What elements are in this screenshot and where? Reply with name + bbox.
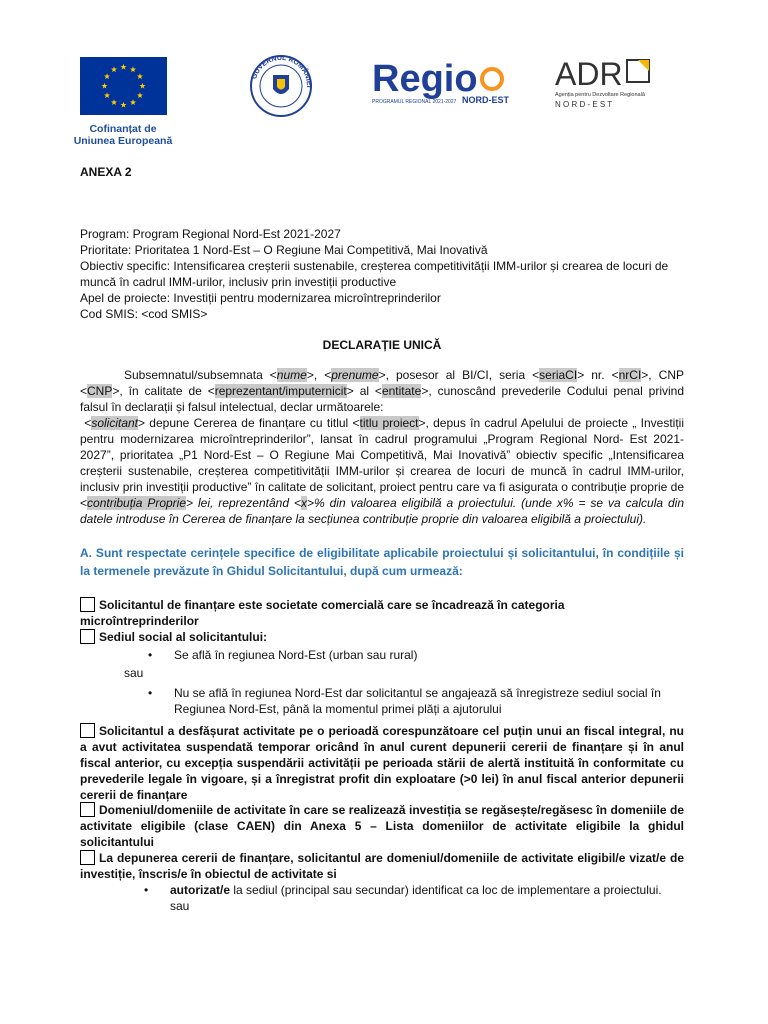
call-line: Apel de proiecte: Investiții pentru modernizarea microîntreprinderilor xyxy=(80,291,441,305)
checkbox[interactable] xyxy=(80,723,95,738)
objective-line-cont: muncă în cadrul IMM-urilor, inclusiv prin investiții productive xyxy=(80,275,397,289)
field-entitate[interactable]: entitate xyxy=(381,384,422,398)
adr-logo xyxy=(555,55,665,110)
or-label: sau xyxy=(170,899,190,913)
svg-text:GUVERNUL ROMÂNIEI: GUVERNUL ROMÂNIEI xyxy=(250,55,312,88)
svg-text:N O R D - E S T: N O R D - E S T xyxy=(555,100,613,109)
field-nume[interactable]: nume xyxy=(276,368,307,382)
svg-text:NORD-EST: NORD-EST xyxy=(462,95,509,105)
list-item: • Se află în regiunea Nord-Est (urban sau rural) xyxy=(148,647,684,663)
list-item: • Nu se află în regiunea Nord-Est dar solicitantul se angajează să înregistreze sediul social în Regiunea Nord-Est, până la momentul primei plăți a ajutorului xyxy=(148,685,684,717)
application-paragraph: <solicitant> depune Cererea de finanțare cu titlul <titlu proiect>, depus în cadrul Apelului de proiecte „ Investiții pentru modernizarea microîntreprinderilor”, lansat în cadrul programului „Program Regional Nord- Est 2021-2027”, prioritatea „P1 Nord-Est – O Regiune Mai Competitivă, Mai Inovativă” obiectiv specific „Intensificarea creșterii sustenabile, creșterea competitivității IMM-urilor și crearea de locuri de muncă în cadrul IMM-urilor, inclusiv prin investiții productive” în calitate de solicitant, proiect pentru care va fi asigurata o contribuție proprie de <contribuția Proprie> lei, reprezentând <x>% din valoarea eligibilă a proiectului. (unde x% = se va calcula din datele introduse în Cererea de finanțare la secțiunea contribuție proprie din valoarea eligibilă a proiectului). xyxy=(80,416,685,526)
svg-text:Regio: Regio xyxy=(372,58,478,100)
checkbox[interactable] xyxy=(80,597,95,612)
priority-line: Prioritate: Prioritatea 1 Nord-Est – O Regiune Mai Competitivă, Mai Inovativă xyxy=(80,243,488,257)
criterion-microenterprise: Solicitantul de finanțare este societate comercială care se încadrează în categoria microîntreprinderilor xyxy=(80,598,565,628)
checkbox[interactable] xyxy=(80,629,95,644)
criterion-caen-domains: Domeniul/domeniile de activitate în care se realizează investiția se regăsește/regăsesc în domeniile de activitate eligibile (clase CAEN) din Anexa 5 – Lista domeniilor de activitate eligibile la ghidul solicitantului xyxy=(80,803,684,849)
field-seria-ci[interactable]: seriaCI xyxy=(539,368,578,382)
criterion-authorized-activity: La depunerea cererii de finanțare, solicitantul are domeniul/domeniile de activitate eligibil/e vizat/e de investiție, înscris/e în obiectul de activitate si • autorizat/e la sediul (principal sau secundar) identificat ca loc de implementare a proiectului. sau xyxy=(80,850,684,914)
program-info xyxy=(80,226,684,322)
criterion-activity-history: Solicitantul a desfășurat activitate pe o perioadă corespunzătoare cel puțin unui an fiscal integral, nu a avut activitatea suspendată temporar oricând în anul curent depunerii cererii de finanțare și în anul fiscal anterior, cu excepția suspendării activității pe perioada stării de alertă instituită în conformitate cu prevederile legale în vigoare, și a înregistrat profit din exploatare (>0 lei) în anul fiscal anterior depunerii cererii de finanțare xyxy=(80,724,684,802)
svg-text:ADR: ADR xyxy=(555,56,623,92)
eu-flag-logo xyxy=(80,57,167,115)
annex-label: ANEXA 2 xyxy=(80,165,132,179)
field-prenume[interactable]: prenume xyxy=(331,368,379,382)
field-contributia[interactable]: contribuția Proprie xyxy=(87,496,187,510)
section-a-heading: A. Sunt respectate cerințele specifice de eligibilitate aplicabile proiectului și solicitantului, în condițiile și la termenele prevăzute în Ghidul Solicitantului, după cum urmează: xyxy=(80,546,684,578)
criterion-registered-office: Sediul social al solicitantului: • Se află în regiunea Nord-Est (urban sau rural) sau • Nu se află în regiunea Nord-Est dar solicitantul se angajează să înregistreze sediul social în Regiunea Nord-Est, până la momentul primei plăți a ajutorului xyxy=(80,629,684,717)
field-reprezentant[interactable]: reprezentant/imputernicit xyxy=(214,384,347,398)
program-line: Program: Program Regional Nord-Est 2021-2027 xyxy=(80,227,341,241)
or-label: sau xyxy=(124,666,144,680)
checkbox[interactable] xyxy=(80,850,95,865)
field-titlu-proiect[interactable]: titlu proiect xyxy=(359,416,419,430)
smis-line: Cod SMIS: <cod SMIS> xyxy=(80,307,208,321)
field-solicitant[interactable]: solicitant xyxy=(91,416,138,430)
field-x[interactable]: x xyxy=(300,496,307,510)
document-title: DECLARAȚIE UNICĂ xyxy=(322,338,442,352)
svg-text:PROGRAMUL REGIONAL 2021-2027: PROGRAMUL REGIONAL 2021-2027 xyxy=(372,99,457,105)
regio-logo xyxy=(372,55,512,107)
field-cnp[interactable]: CNP xyxy=(87,384,113,398)
government-seal-logo xyxy=(250,55,312,117)
field-nr-ci[interactable]: nrCI xyxy=(618,368,642,382)
checkbox[interactable] xyxy=(80,802,95,817)
eu-caption: Cofinanțat de Uniunea Europeană xyxy=(73,123,173,147)
objective-line: Obiectiv specific: Intensificarea creșterii sustenabile, creșterea competitivității IMM-urilor și crearea de locuri de xyxy=(80,259,669,273)
list-item: • autorizat/e la sediul (principal sau secundar) identificat ca loc de implementare a proiectului. xyxy=(144,882,684,898)
declaration-paragraph: Subsemnatul/subsemnata <nume>, <prenume>, posesor al BI/CI, seria <seriaCI> nr. <nrCI>, CNP <CNP>, în calitate de <reprezentant/imputernicit> al <entitate>, cunoscând prevederile Codului penal privind falsul în declarații și falsul intelectual, declar următoarele: xyxy=(80,368,685,414)
svg-text:Agenția pentru Dezvoltare Regi: Agenția pentru Dezvoltare Regională xyxy=(555,92,645,98)
